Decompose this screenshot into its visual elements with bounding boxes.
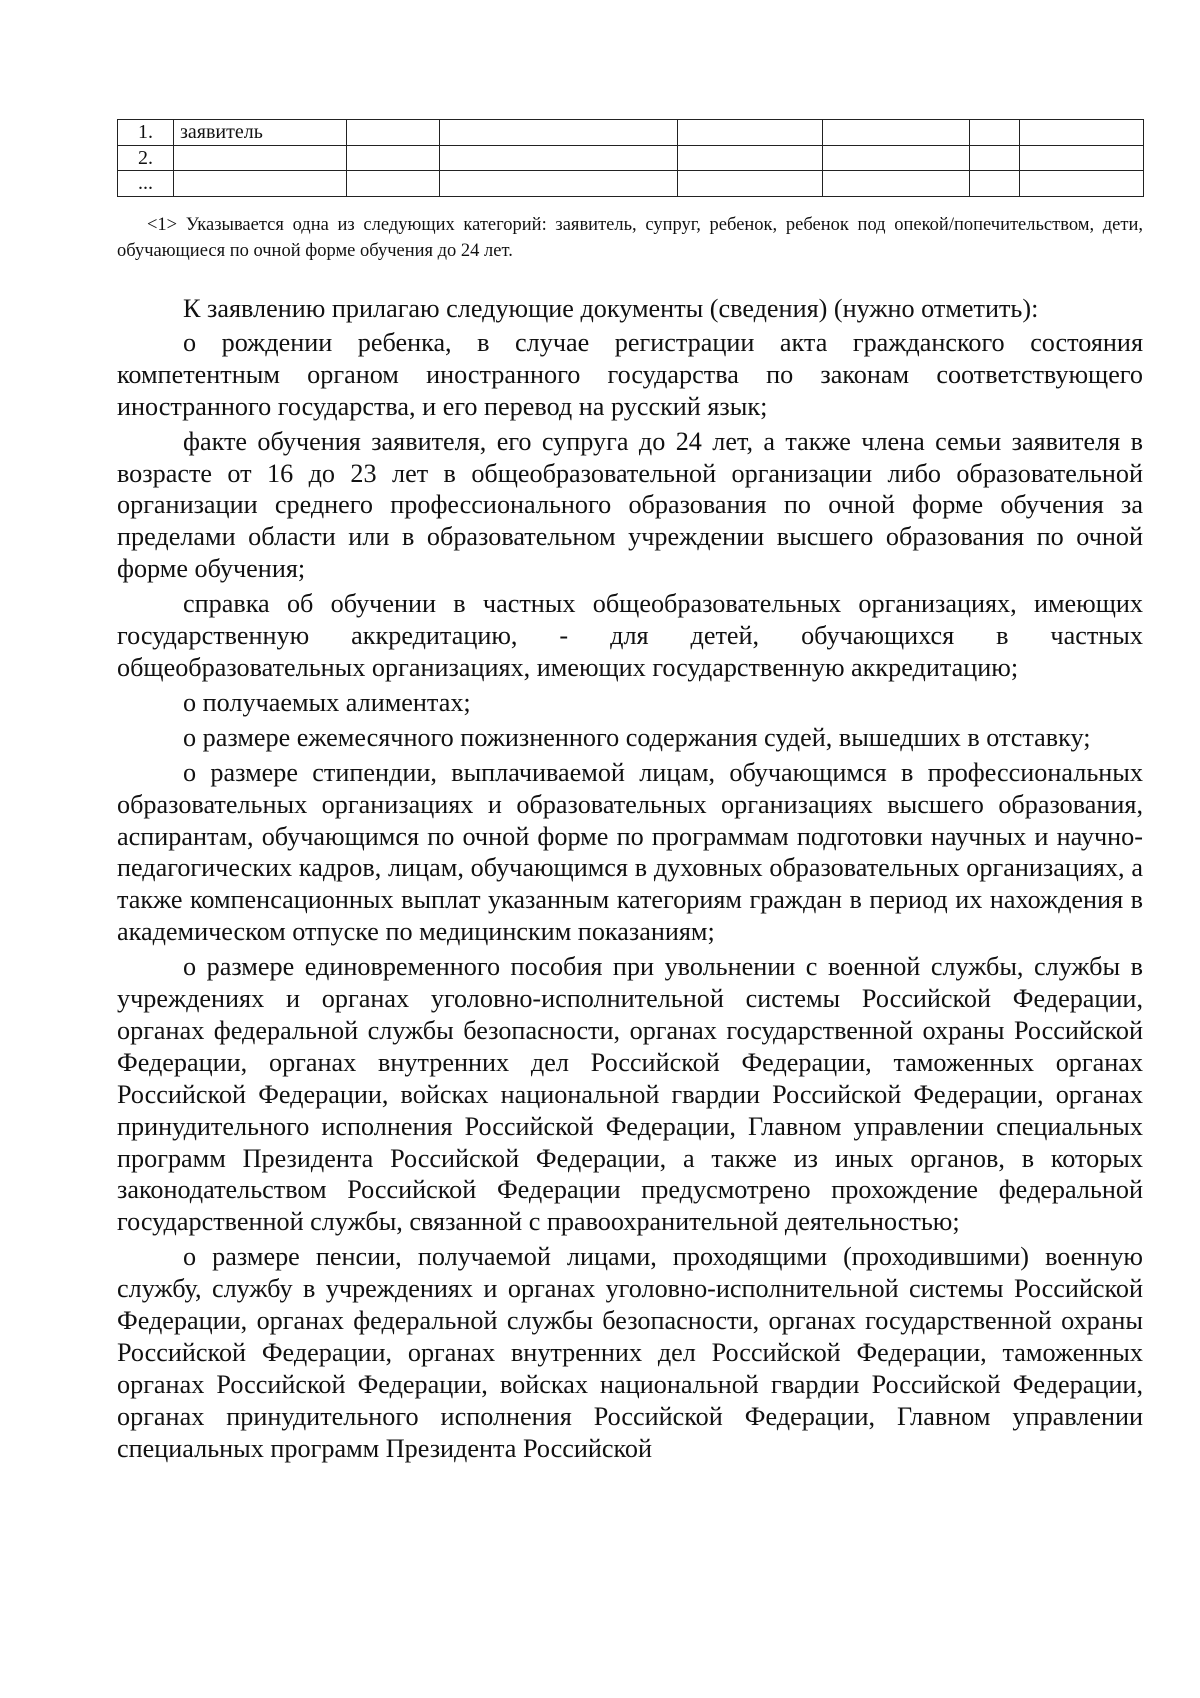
- footnote: <1> Указывается одна из следующих категорий: заявитель, супруг, ребенок, ребенок под опекой/попечительством, дети, обучающиеся по очной форме обучения до 24 лет.: [117, 215, 1143, 261]
- table-row: [118, 171, 1144, 197]
- table-cell: 2.: [118, 145, 174, 171]
- paragraph: справка об обучении в частных общеобразовательных организациях, имеющих государственную аккредитацию, - для детей, обучающихся в частных общеобразовательных организациях, имеющих государственную аккредитацию;: [117, 589, 1143, 682]
- attachments-intro: К заявлению прилагаю следующие документы (сведения) (нужно отметить):: [183, 294, 1039, 323]
- table-cell: [678, 145, 823, 171]
- table-cell: [440, 120, 678, 146]
- table-cell: [970, 171, 1020, 197]
- table-cell: [174, 171, 347, 197]
- table-cell: заявитель: [174, 120, 347, 146]
- paragraph: о размере единовременного пособия при увольнении с военной службы, службы в учреждениях и органах уголовно-исполнительной системы Российской Федерации, органах федеральной службы безопасности, органах государственной охраны Российской Федерации, органах внутренних дел Российской Федерации, таможенных органах Российской Федерации, войсках национальной гвардии Российской Федерации, органах принудительного исполнения Российской Федерации, Главном управлении специальных программ Президента Российской Федерации, а также из иных органов, в которых законодательством Российской Федерации предусмотрено прохождение федеральной государственной службы, связанной с правоохранительной деятельностью;: [117, 952, 1143, 1237]
- paragraph: о размере стипендии, выплачиваемой лицам, обучающимся в профессиональных образовательных организациях и образовательных организациях высшего образования, аспирантам, обучающимся по очной форме по программам подготовки научных и научно-педагогических кадров, лицам, обучающимся в духовных образовательных организациях, а также компенсационных выплат указанным категориям граждан в период их нахождения в академическом отпуске по медицинским показаниям;: [117, 757, 1143, 947]
- table-cell: [347, 120, 440, 146]
- table-cell: [347, 145, 440, 171]
- table-cell: [678, 120, 823, 146]
- table-cell: [440, 171, 678, 197]
- table-cell: [1020, 145, 1144, 171]
- table-cell: [823, 171, 970, 197]
- paragraph: о размере ежемесячного пожизненного содержания судей, вышедших в отставку;: [183, 722, 1091, 752]
- table-cell: 1.: [118, 120, 174, 146]
- table-cell: [440, 145, 678, 171]
- table-cell: [174, 145, 347, 171]
- paragraph: о получаемых алиментах;: [183, 687, 471, 717]
- paragraph: о рождении ребенка, в случае регистрации акта гражданского состояния компетентным органом иностранного государства по законам соответствующего иностранного государства, и его перевод на русский язык;: [117, 327, 1143, 421]
- table-row: [118, 145, 1144, 171]
- table-cell: [970, 145, 1020, 171]
- document-body: [117, 293, 1143, 1465]
- table-cell: [823, 120, 970, 146]
- table-cell: [1020, 171, 1144, 197]
- table-cell: ...: [118, 171, 174, 197]
- table-cell: [347, 171, 440, 197]
- table-cell: [970, 120, 1020, 146]
- table-cell: [1020, 120, 1144, 146]
- family-members-table: [117, 119, 1144, 197]
- table-row: [118, 120, 1144, 146]
- paragraph: о размере пенсии, получаемой лицами, проходящими (проходившими) военную службу, службу в учреждениях и органах уголовно-исполнительной системы Российской Федерации, органах федеральной службы безопасности, органах государственной охраны Российской Федерации, органах внутренних дел Российской Федерации, таможенных органах Российской Федерации, войсках национальной гвардии Российской Федерации, органах принудительного исполнения Российской Федерации, Главном управлении специальных программ Президента Российской: [117, 1242, 1143, 1463]
- table-cell: [823, 145, 970, 171]
- table-cell: [678, 171, 823, 197]
- paragraph: факте обучения заявителя, его супруга до 24 лет, а также члена семьи заявителя в возрасте от 16 до 23 лет в общеобразовательной организации либо образовательной организации среднего профессионального образования по очной форме обучения за пределами области или в образовательном учреждении высшего образования по очной форме обучения;: [117, 426, 1143, 584]
